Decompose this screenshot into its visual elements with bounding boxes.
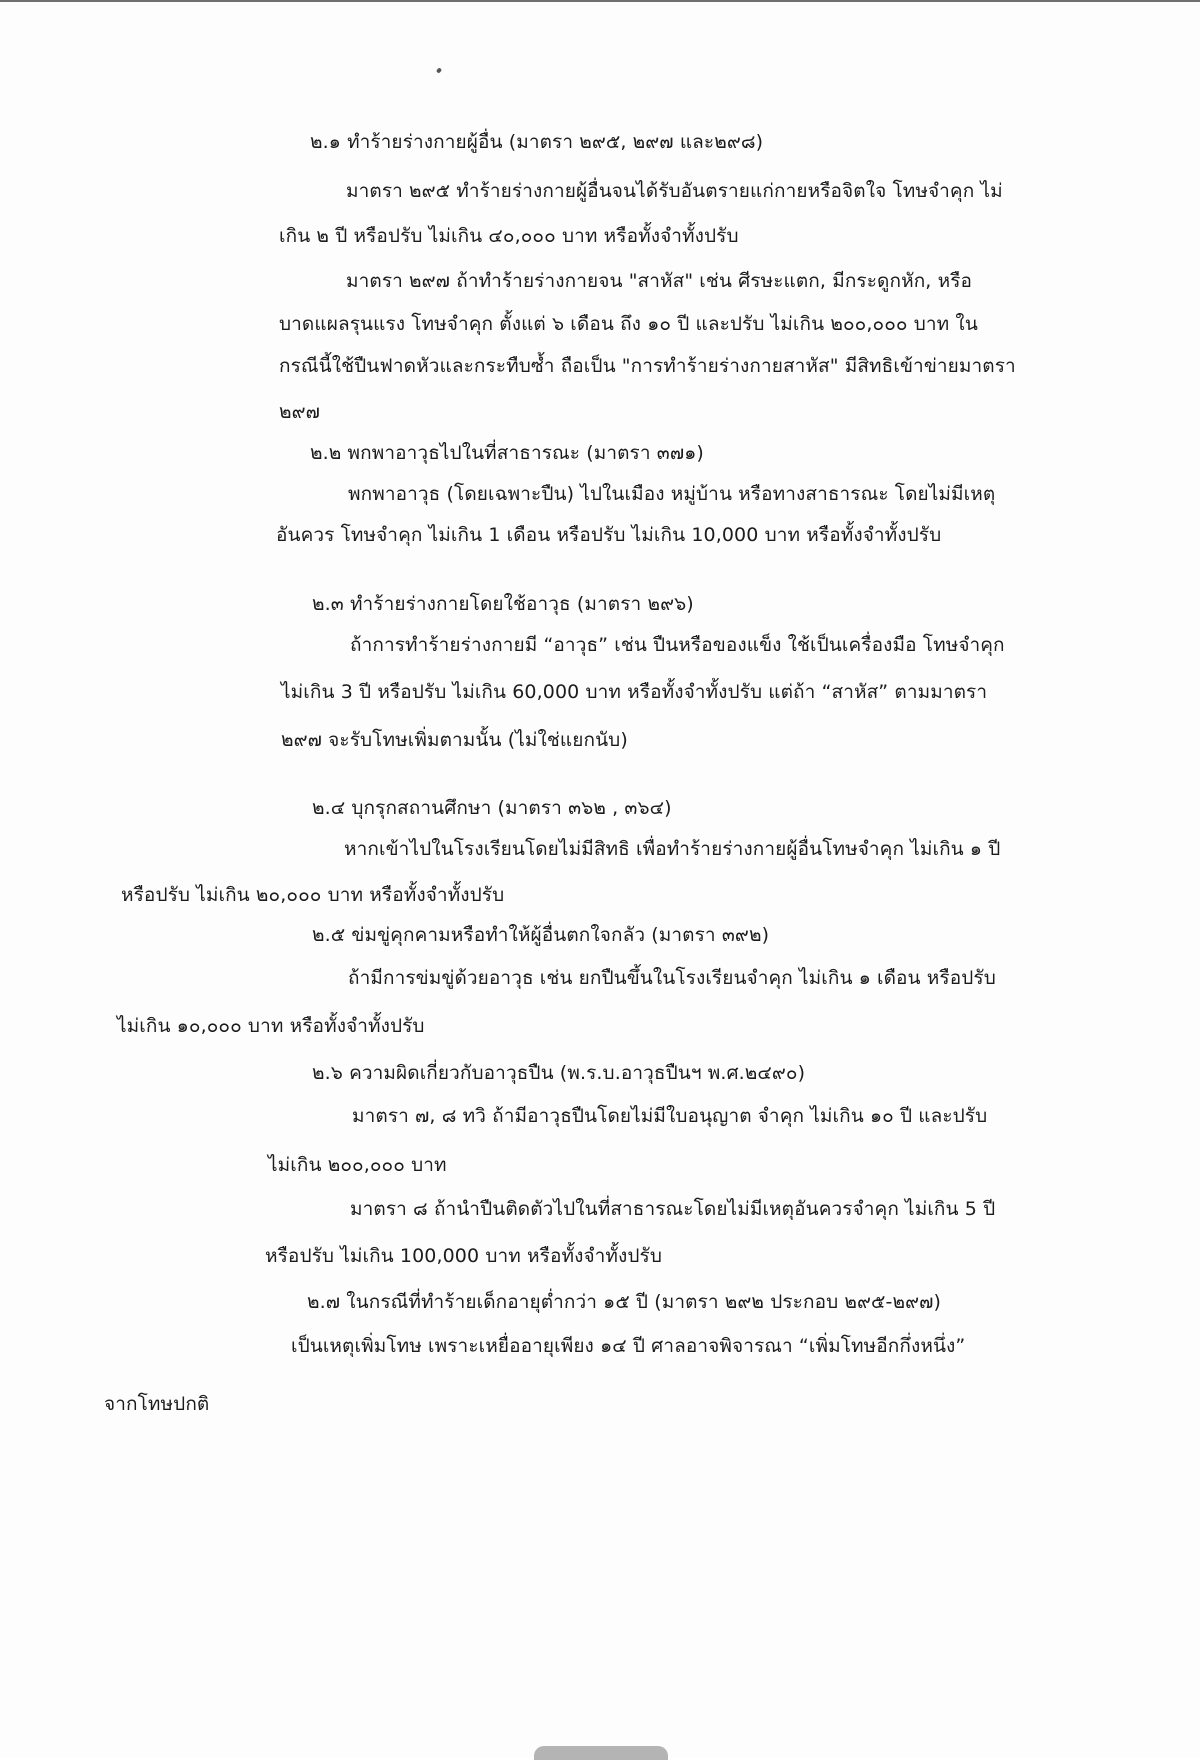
section-heading-2-4: ๒.๔ บุกรุกสถานศึกษา (มาตรา ๓๖๒ , ๓๖๔) xyxy=(312,797,672,819)
section-2-1-line-1: มาตรา ๒๙๕ ทำร้ายร่างกายผู้อื่นจนได้รับอันตรายแก่กายหรือจิตใจ โทษจำคุก ไม่ xyxy=(346,180,1003,202)
section-2-2-line-2: อันควร โทษจำคุก ไม่เกิน 1 เดือน หรือปรับ ไม่เกิน 10,000 บาท หรือทั้งจำทั้งปรับ xyxy=(276,524,942,546)
section-2-1-line-3: มาตรา ๒๙๗ ถ้าทำร้ายร่างกายจน "สาหัส" เช่น ศีรษะแตก, มีกระดูกหัก, หรือ xyxy=(346,270,973,292)
section-2-6-line-4: หรือปรับ ไม่เกิน 100,000 บาท หรือทั้งจำทั้งปรับ xyxy=(265,1245,662,1267)
section-2-1-line-2: เกิน ๒ ปี หรือปรับ ไม่เกิน ๔๐,๐๐๐ บาท หรือทั้งจำทั้งปรับ xyxy=(279,225,739,247)
section-2-5-line-1: ถ้ามีการข่มขู่ด้วยอาวุธ เช่น ยกปืนขึ้นในโรงเรียนจำคุก ไม่เกิน ๑ เดือน หรือปรับ xyxy=(348,967,996,989)
section-2-3-line-1: ถ้าการทำร้ายร่างกายมี “อาวุธ” เช่น ปืนหรือของแข็ง ใช้เป็นเครื่องมือ โทษจำคุก xyxy=(350,634,1005,656)
section-2-4-line-2: หรือปรับ ไม่เกิน ๒๐,๐๐๐ บาท หรือทั้งจำทั้งปรับ xyxy=(121,884,505,906)
section-2-2-line-1: พกพาอาวุธ (โดยเฉพาะปืน) ไปในเมือง หมู่บ้าน หรือทางสาธารณะ โดยไม่มีเหตุ xyxy=(348,483,996,505)
section-2-7-line-1: เป็นเหตุเพิ่มโทษ เพราะเหยื่ออายุเพียง ๑๔ ปี ศาลอาจพิจารณา “เพิ่มโทษอีกกึ่งหนึ่ง” xyxy=(291,1335,966,1357)
section-heading-2-5: ๒.๕ ข่มขู่คุกคามหรือทำให้ผู้อื่นตกใจกลัว (มาตรา ๓๙๒) xyxy=(312,924,770,946)
section-2-5-line-2: ไม่เกิน ๑๐,๐๐๐ บาท หรือทั้งจำทั้งปรับ xyxy=(117,1015,425,1037)
section-2-1-line-6: ๒๙๗ xyxy=(279,401,321,423)
section-2-4-line-1: หากเข้าไปในโรงเรียนโดยไม่มีสิทธิ เพื่อทำร้ายร่างกายผู้อื่นโทษจำคุก ไม่เกิน ๑ ปี xyxy=(344,838,1001,860)
section-heading-2-6: ๒.๖ ความผิดเกี่ยวกับอาวุธปืน (พ.ร.บ.อาวุธปืนฯ พ.ศ.๒๔๙๐) xyxy=(312,1062,806,1084)
section-heading-2-1: ๒.๑ ทำร้ายร่างกายผู้อื่น (มาตรา ๒๙๕, ๒๙๗ และ๒๙๘) xyxy=(310,131,764,153)
section-2-6-line-1: มาตรา ๗, ๘ ทวิ ถ้ามีอาวุธปืนโดยไม่มีใบอนุญาต จำคุก ไม่เกิน ๑๐ ปี และปรับ xyxy=(352,1105,988,1127)
section-2-3-line-2: ไม่เกิน 3 ปี หรือปรับ ไม่เกิน 60,000 บาท หรือทั้งจำทั้งปรับ แต่ถ้า “สาหัส” ตามมาตรา xyxy=(281,681,988,703)
section-2-6-line-3: มาตรา ๘ ถ้านำปืนติดตัวไปในที่สาธารณะโดยไม่มีเหตุอันควรจำคุก ไม่เกิน 5 ปี xyxy=(350,1198,996,1220)
section-2-7-line-2: จากโทษปกติ xyxy=(104,1393,210,1415)
section-2-1-line-4: บาดแผลรุนแรง โทษจำคุก ตั้งแต่ ๖ เดือน ถึง ๑๐ ปี และปรับ ไม่เกิน ๒๐๐,๐๐๐ บาท ใน xyxy=(279,313,978,335)
section-heading-2-7: ๒.๗ ในกรณีที่ทำร้ายเด็กอายุต่ำกว่า ๑๕ ปี (มาตรา ๒๙๒ ประกอบ ๒๙๕-๒๙๗) xyxy=(307,1291,942,1313)
section-heading-2-2: ๒.๒ พกพาอาวุธไปในที่สาธารณะ (มาตรา ๓๗๑) xyxy=(310,442,704,464)
section-2-3-line-3: ๒๙๗ จะรับโทษเพิ่มตามนั้น (ไม่ใช่แยกนับ) xyxy=(281,729,628,751)
section-2-6-line-2: ไม่เกิน ๒๐๐,๐๐๐ บาท xyxy=(268,1154,447,1176)
scan-speck xyxy=(436,67,442,73)
section-2-1-line-5: กรณีนี้ใช้ปืนฟาดหัวและกระทืบซ้ำ ถือเป็น "การทำร้ายร่างกายสาหัส" มีสิทธิเข้าข่ายมาตรา xyxy=(279,355,1016,377)
top-border xyxy=(0,0,1200,2)
section-heading-2-3: ๒.๓ ทำร้ายร่างกายโดยใช้อาวุธ (มาตรา ๒๙๖) xyxy=(312,593,694,615)
